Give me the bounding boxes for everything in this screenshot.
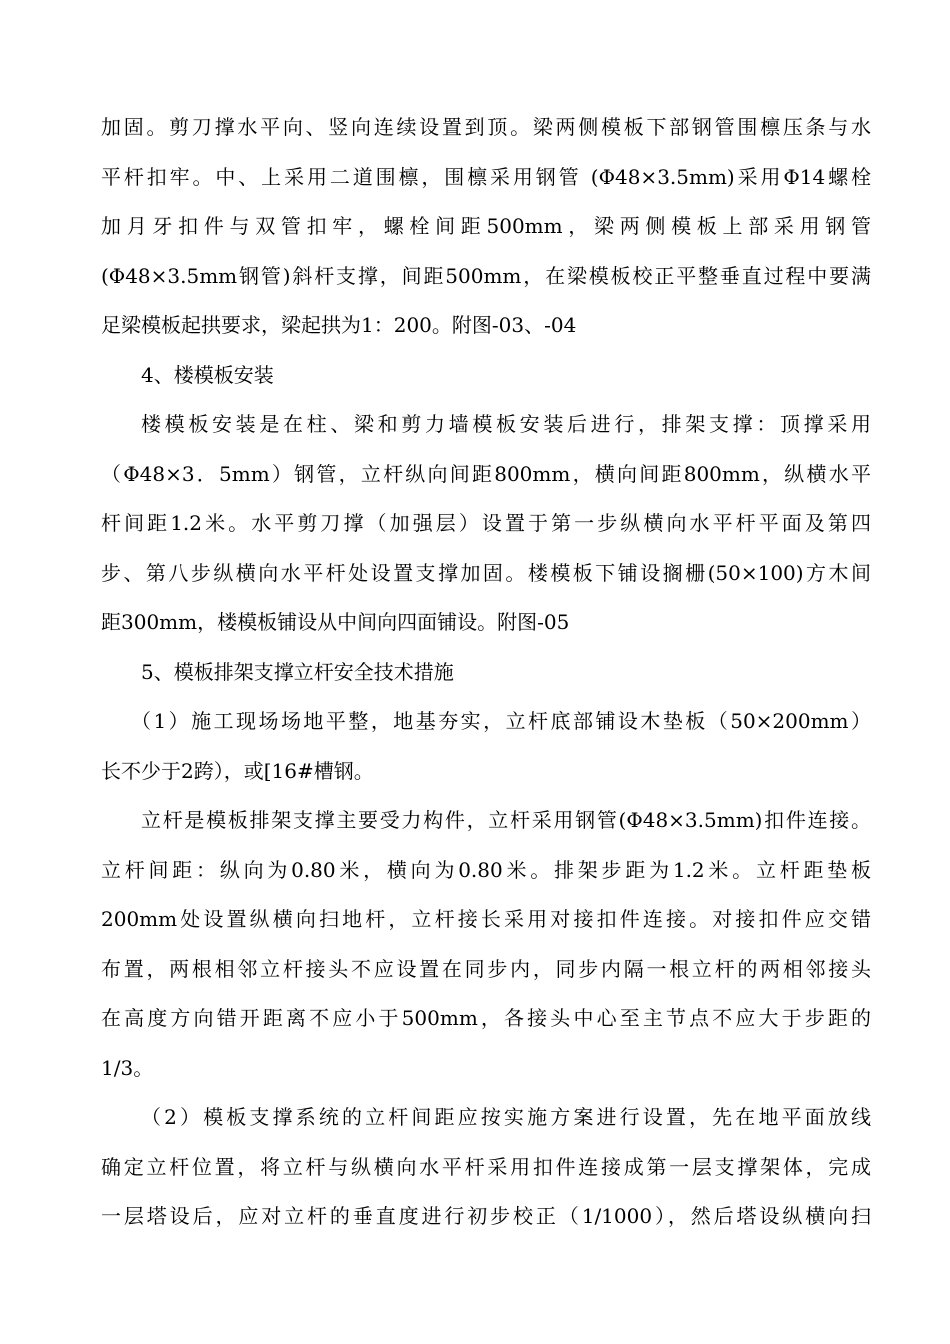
text-line: 平杆扣牢。中、上采用二道围檩，围檩采用钢管 (Φ48×3.5mm)采用Φ14螺栓 <box>101 164 871 189</box>
text-line: 楼模板安装是在柱、梁和剪力墙模板安装后进行，排架支撑：顶撑采用 <box>141 412 871 436</box>
text-line: （Φ48×3．5mm）钢管，立杆纵向间距800mm，横向间距800mm，纵横水平 <box>101 461 871 486</box>
text-line: 200mm处设置纵横向扫地杆，立杆接长采用对接扣件连接。对接扣件应交错 <box>101 907 871 931</box>
text-line: 立杆是模板排架支撑主要受力构件，立杆采用钢管(Φ48×3.5mm)扣件连接。 <box>141 808 871 832</box>
text-line: 1/3。 <box>101 1055 154 1080</box>
text-line: 加固。剪刀撑水平向、竖向连续设置到顶。梁两侧模板下部钢管围檩压条与水 <box>101 115 871 139</box>
text-line: （1）施工现场场地平整，地基夯实，立杆底部铺设木垫板（50×200mm） <box>131 709 871 733</box>
text-line: 布置，两根相邻立杆接头不应设置在同步内，同步内隔一根立杆的两相邻接头 <box>101 956 871 981</box>
text-line: 确定立杆位置，将立杆与纵横向水平杆采用扣件连接成第一层支撑架体，完成 <box>101 1154 871 1179</box>
text-line: 加月牙扣件与双管扣牢，螺栓间距500mm，梁两侧模板上部采用钢管 <box>101 214 871 238</box>
text-line: （2）模板支撑系统的立杆间距应按实施方案进行设置，先在地平面放线 <box>141 1105 871 1129</box>
text-line: (Φ48×3.5mm钢管)斜杆支撑，间距500mm，在梁模板校正平整垂直过程中要满 <box>101 263 871 288</box>
text-line: 距300mm，楼模板铺设从中间向四面铺设。附图-05 <box>101 610 570 634</box>
text-line: 立杆间距：纵向为0.80米，横向为0.80米。排架步距为1.2米。立杆距垫板 <box>101 857 871 882</box>
text-line: 在高度方向错开距离不应小于500mm，各接头中心至主节点不应大于步距的 <box>101 1006 871 1030</box>
text-line: 一层塔设后，应对立杆的垂直度进行初步校正（1/1000），然后塔设纵横向扫 <box>101 1204 871 1228</box>
text-line: 步、第八步纵横向水平杆处设置支撑加固。楼模板下铺设搁栅(50×100)方木间 <box>101 560 871 585</box>
section-heading: 4、楼模板安装 <box>141 362 274 387</box>
text-line: 长不少于2跨），或[16#槽钢。 <box>101 758 374 783</box>
text-line: 杆间距1.2米。水平剪刀撑（加强层）设置于第一步纵横向水平杆平面及第四 <box>101 511 871 535</box>
section-heading: 5、模板排架支撑立杆安全技术措施 <box>141 659 454 684</box>
text-line: 足梁模板起拱要求，梁起拱为1：200。附图-03、-04 <box>101 313 577 337</box>
body-text <box>101 103 871 1242</box>
